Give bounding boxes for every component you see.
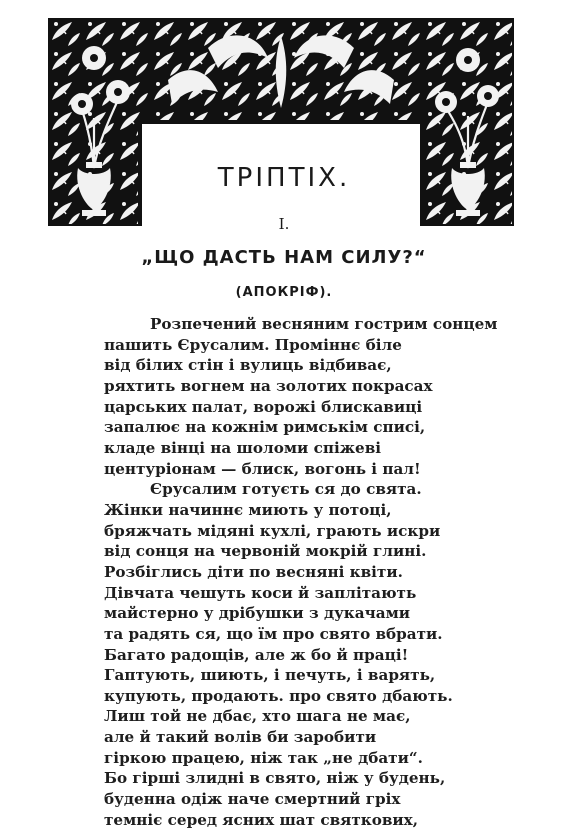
poem-line: але й такий волів би заробити <box>104 728 377 747</box>
poem-line: Багато радощів, але ж бо й праці! <box>104 645 409 664</box>
poem-line: Розбіглись діти по весняні квіти. <box>104 562 403 581</box>
poem-line: буденна одіж наче смертний гріх <box>104 790 401 809</box>
poem-line: Бо гірші злидні в свято, ніж у будень, <box>104 769 446 788</box>
poem-line: пашить Єрусалим. Проміннє біле <box>104 335 402 354</box>
poem-line: від сонця на червоній мокрій глині. <box>104 542 427 561</box>
poem-line: темніє серед ясних шат святкових, <box>104 810 419 829</box>
part-number: I. <box>278 215 290 233</box>
poem-line: майстерно у дрібушки з дукачами <box>104 604 411 623</box>
poem-body <box>104 314 524 830</box>
poem-line: від білих стін і вулиць відбиває, <box>104 356 392 375</box>
poem-line: Лиш той не дбає, хто шага не має, <box>104 707 411 726</box>
poem-heading: „ЩО ДАСТЬ НАМ СИЛУ?“ <box>141 247 427 268</box>
poem-line: царських палат, ворожі блискавиці <box>104 397 423 416</box>
poem-line: Жінки начиннє миють у потоці, <box>104 500 392 519</box>
poem-line: запалює на кожнім римськім списі, <box>104 418 426 437</box>
poem-line: кладе вінці на шоломи спіжеві <box>104 438 382 457</box>
floral-ornament-header <box>48 18 514 226</box>
poem-line: ряхтить вогнем на золотих покрасах <box>104 376 433 395</box>
poem-line: Розпечений весняним гострим сонцем <box>150 315 498 333</box>
poem-subheading: (АПОКРІФ). <box>235 285 333 300</box>
poem-line: Єрусалим готуєть ся до свята. <box>150 480 422 499</box>
poem-line: Дівчата чешуть коси й заплітають <box>104 583 417 602</box>
poem-line: бряжчать мідяні кухлі, грають искри <box>104 521 441 540</box>
poem-line: Гаптують, шиють, і печуть, і варять, <box>104 666 436 685</box>
poem-line: центуріонам — блиск, вогонь і пал! <box>104 459 421 478</box>
poem-line: купують, продають. про свято дбають. <box>104 686 453 705</box>
poem-line: гіркою працею, ніж так „не дбати“. <box>104 748 423 767</box>
page-title: ТРІПТІХ. <box>217 163 351 193</box>
poem-line: та радять ся, що їм про свято вбрати. <box>104 624 443 643</box>
